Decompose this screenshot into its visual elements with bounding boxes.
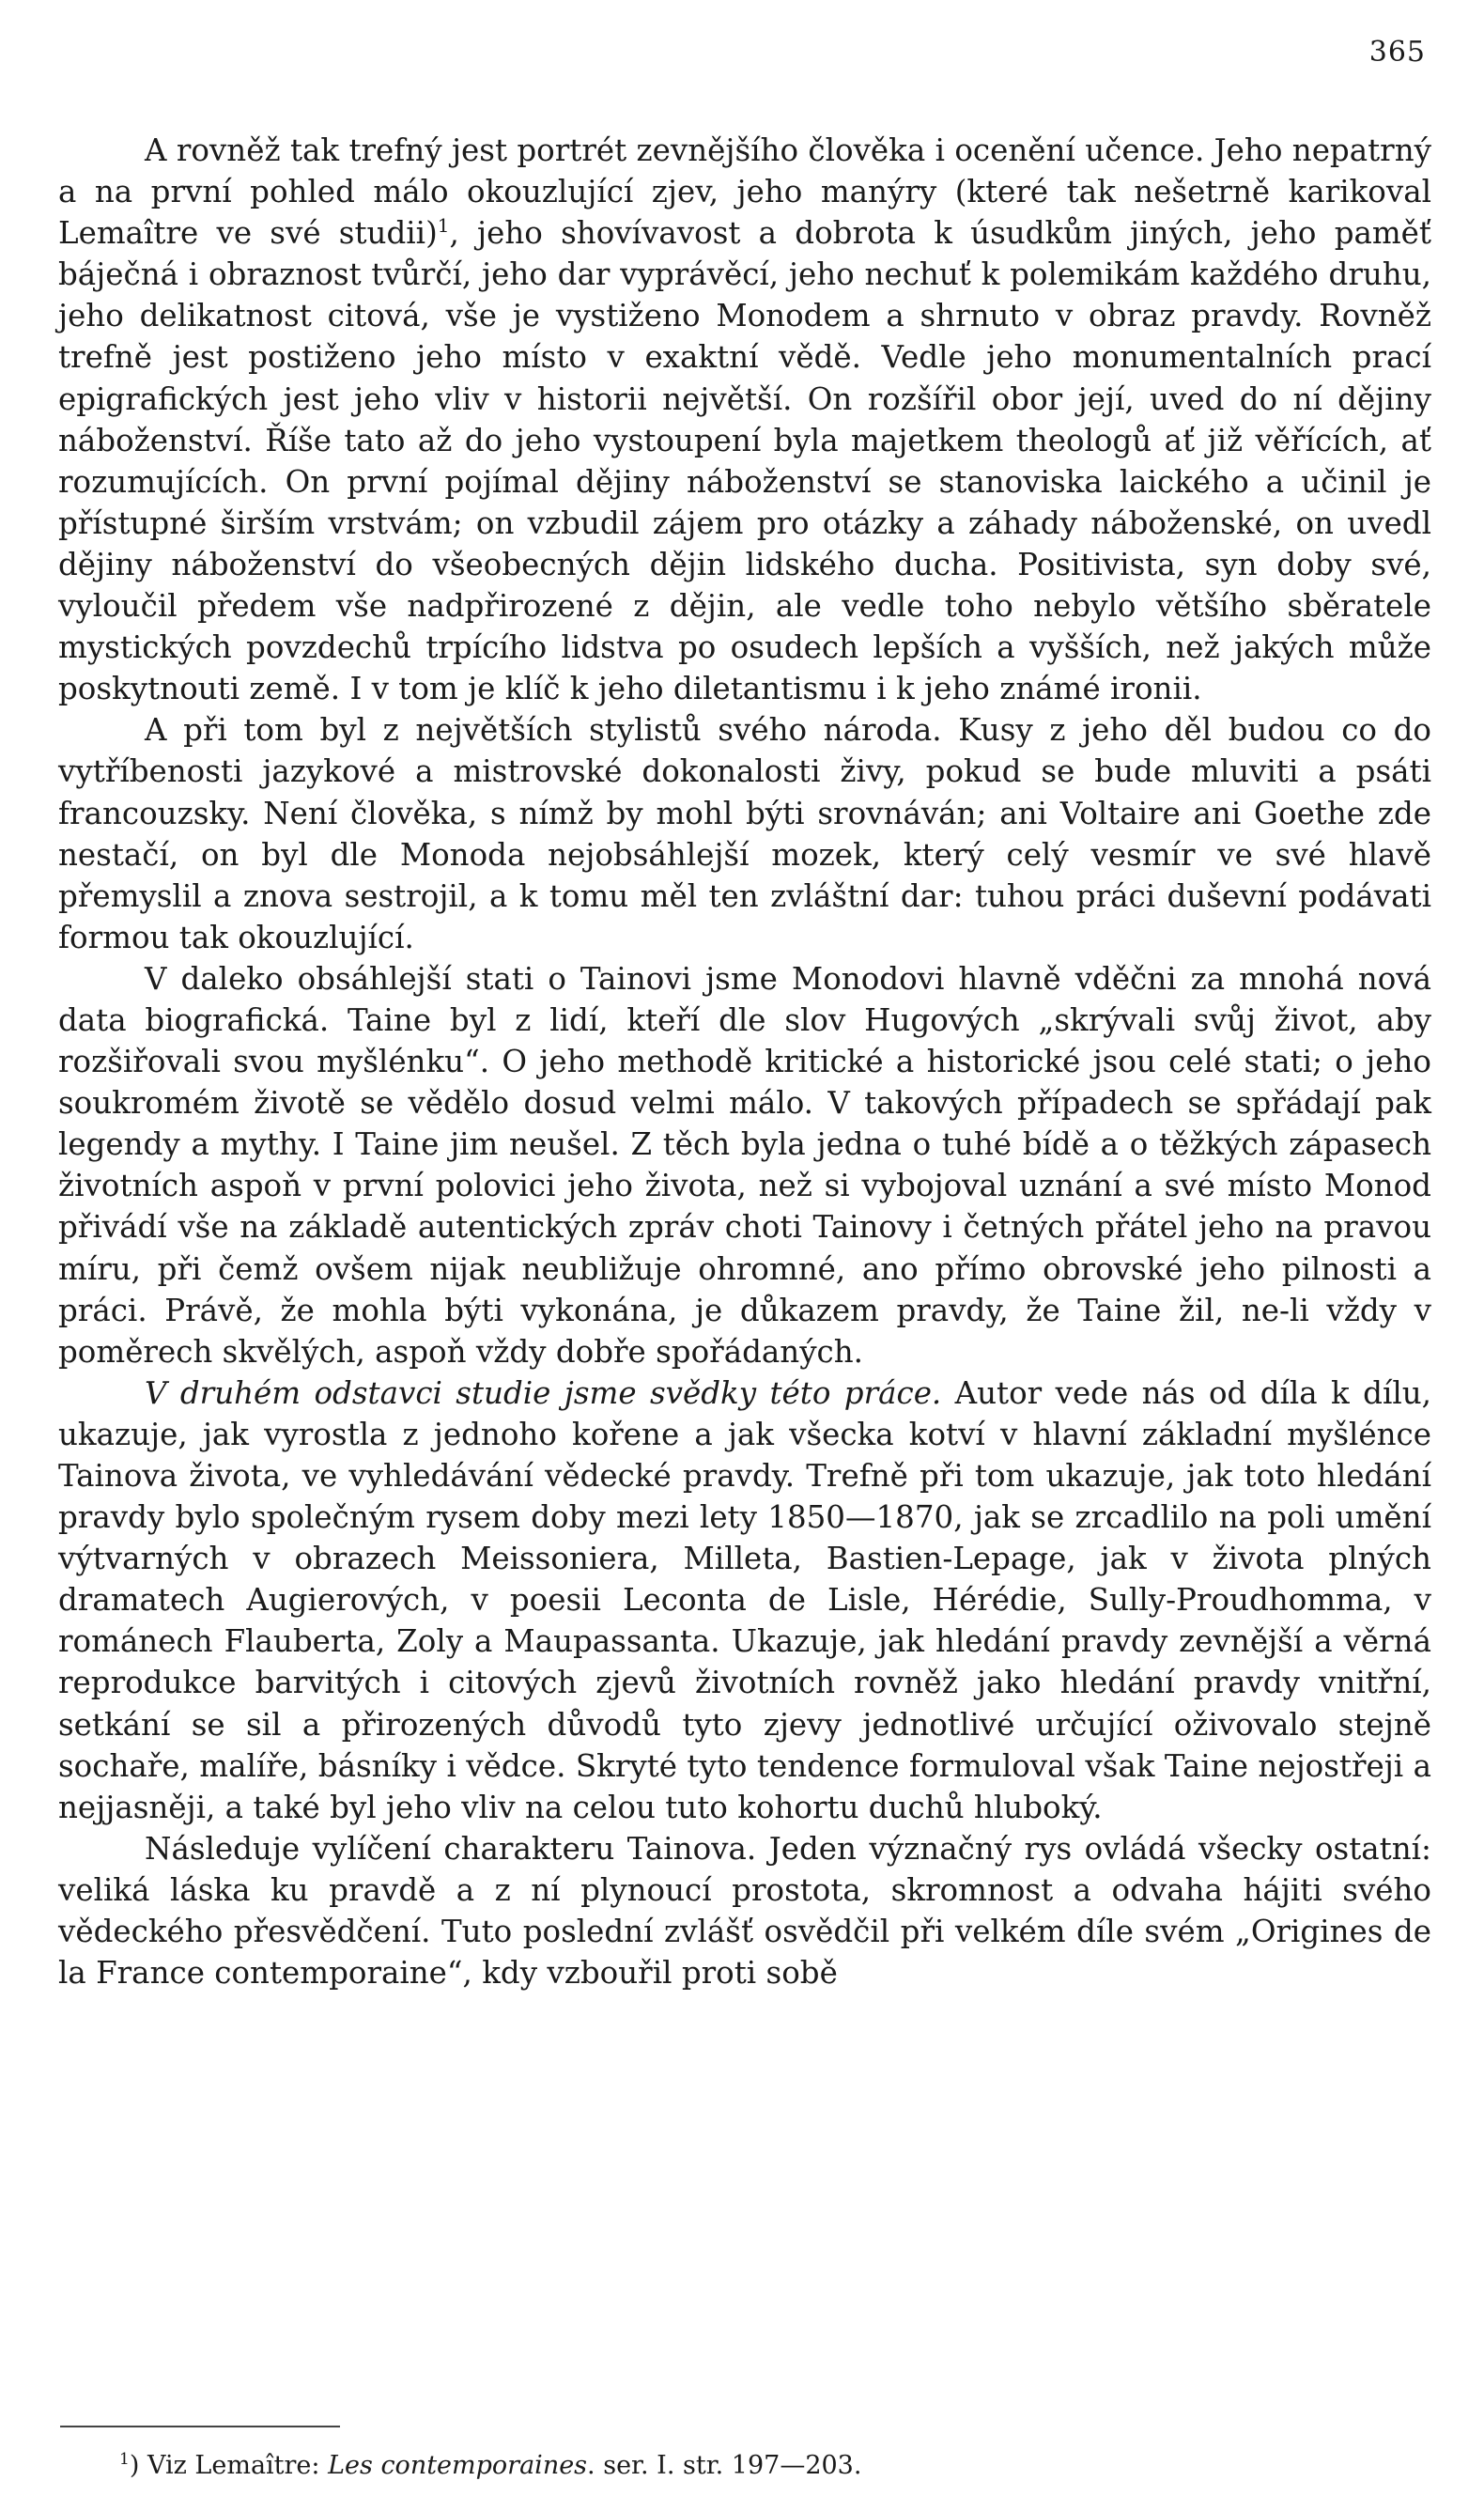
paragraph-character <box>58 1828 1431 1993</box>
paragraph-taine-biography <box>58 958 1431 1372</box>
footnote-marker: 1 <box>119 2450 130 2469</box>
paragraph-text: A rovněž tak trefný jest portrét zevnějšího člověka i ocenění učence. Jeho nepatrný a na první pohled málo okouzlující zjev, jeho manýry (které tak nešetrně karikoval Lemaître ve své studii) <box>58 132 1431 252</box>
paragraph-stylist <box>58 709 1431 958</box>
page-number: 365 <box>1368 36 1426 69</box>
footnote-title: Les contemporaines <box>328 2451 588 2480</box>
paragraph-second-section <box>58 1372 1431 1828</box>
paragraph-text: V daleko obsáhlejší stati o Tainovi jsme Monodovi hlavně vděčni za mnohá nová data biografická. Taine byl z lidí, kteří dle slov Hugových „skrývali svůj život, aby rozšiřovali svou myšlénku“. O jeho methodě kritické a historické jsou celé stati; o jeho soukromém životě se vědělo dosud velmi málo. V takových případech se spřádají pak legendy a mythy. I Taine jim neušel. Z těch byla jedna o tuhé bídě a o těžkých zápasech životních aspoň v první polovici jeho života, než si vybojoval uznání a své místo Monod přivádí vše na základě autentických zpráv choti Tainovy i četných přátel jeho na pravou míru, při čemž ovšem nijak neubližuje ohromné, ano přímo obrovské jeho pilnosti a práci. Právě, že mohla býti vykonána, je důkazem pravdy, že Taine žil, ne-li vždy v poměrech skvělých, aspoň vždy dobře spořádaných. <box>58 960 1431 1370</box>
main-text <box>58 130 1431 1993</box>
paragraph-portrait <box>58 130 1431 709</box>
footnote-text: . ser. I. str. 197—203. <box>587 2451 862 2480</box>
footnote-divider <box>60 2426 340 2427</box>
paragraph-text: Autor vede nás od díla k dílu, ukazuje, jak vyrostla z jednoho kořene a jak všecka kotví v hlavní základní myšlénce Tainova života, ve vyhledávání vědecké pravdy. Trefně při tom ukazuje, jak toto hledání pravdy bylo společným rysem doby mezi lety 1850—1870, jak se zrcadlilo na poli umění výtvarných v obrazech Meissoniera, Milleta, Bastien-Lepage, jak v života plných dramatech Augierových, v poesii Leconta de Lisle, Hérédie, Sully-Proudhomma, v románech Flauberta, Zoly a Maupassanta. Ukazuje, jak hledání pravdy zevnější a věrná reprodukce barvitých i citových zjevů životních rovněž jako hledání pravdy vnitřní, setkání se sil a přirozených důvodů tyto zjevy jednotlivé určující oživovalo stejně sochaře, malíře, básníky i vědce. Skryté tyto tendence formuloval však Taine nejostřeji a nejjasněji, a také byl jeho vliv na celou tuto kohortu duchů hluboký. <box>58 1374 1431 1825</box>
footnote-marker-paren: ) <box>129 2451 140 2480</box>
footnote <box>119 2449 861 2483</box>
footnote-reference: 1 <box>437 214 450 238</box>
paragraph-text: A při tom byl z největších stylistů svého národa. Kusy z jeho děl budou co do vytříbenosti jazykové a mistrovské dokonalosti živy, pokud se bude mluviti a psáti francouzsky. Není člověka, s nímž by mohl býti srovnáván; ani Voltaire ani Goethe zde nestačí, on byl dle Monoda nejobsáhlejší mozek, který celý vesmír ve své hlavě přemyslil a znova sestrojil, a k tomu měl ten zvláštní dar: tuhou práci duševní podávati formou tak okouzlující. <box>58 712 1431 955</box>
paragraph-text: , jeho shovívavost a dobrota k úsudkům jiných, jeho paměť báječná i obraznost tvůrčí, jeho dar vyprávěcí, jeho nechuť k polemikám každého druhu, jeho delikatnost citová, vše je vystiženo Monodem a shrnuto v obraz pravdy. Rovněž trefně jest postiženo jeho místo v exaktní vědě. Vedle jeho monumentalních prací epigrafických jest jeho vliv v historii největší. On rozšířil obor její, uved do ní dějiny náboženství. Říše tato až do jeho vystoupení byla majetkem theologů ať již věřících, ať rozumujících. On první pojímal dějiny náboženství se stanoviska laického a učinil je přístupné širším vrstvám; on vzbudil zájem pro otázky a záhady náboženské, on uvedl dějiny náboženství do všeobecných dějin lidského ducha. Positivista, syn doby své, vyloučil předem vše nadpřirozené z dějin, ale vedle toho nebylo většího sběratele mystických povzdechů trpícího lidstva po osudech lepších a vyšších, než jakých může poskytnouti země. I v tom je klíč k jeho diletantismu i k jeho známé ironii. <box>58 215 1431 707</box>
paragraph-text: Následuje vylíčení charakteru Tainova. Jeden význačný rys ovládá všecky ostatní: veliká láska ku pravdě a z ní plynoucí prostota, skromnost a odvaha hájiti svého vědeckého přesvědčení. Tuto poslední zvlášť osvědčil při velkém díle svém „Origines de la France contemporaine“, kdy vzbouřil proti sobě <box>58 1830 1431 1992</box>
paragraph-italic-text: V druhém odstavci studie jsme svědky této práce. <box>145 1374 942 1411</box>
footnote-text: Viz Lemaître: <box>147 2451 329 2480</box>
